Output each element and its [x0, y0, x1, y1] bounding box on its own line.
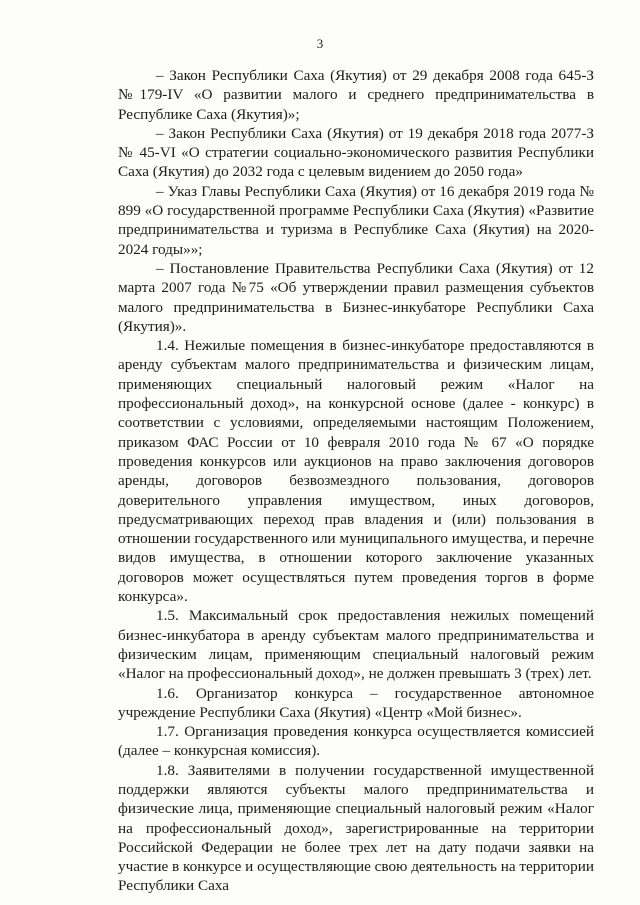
paragraph-resolution-2007: – Постановление Правительства Республики Саха (Якутия) от 12 марта 2007 года №75 «Об утверждении правил размещения субъектов малого предпринимательства в Бизнес-инкубаторе Республики Саха (Якутия)». — [118, 259, 594, 335]
paragraph-law-2018: – Закон Республики Саха (Якутия) от 19 декабря 2018 года 2077-З № 45-VI «О стратегии социально-экономического развития Республики Саха (Якутия) до 2032 года с целевым видением до 2050 года» — [118, 124, 594, 181]
paragraph-1-5: 1.5. Максимальный срок предоставления нежилых помещений бизнес-инкубатора в аренду субъектам малого предпринимательства и физическим лицам, применяющим специальный налоговый режим «Налог на профессиональный доход», не должен превышать 3 (трех) лет. — [118, 607, 594, 683]
paragraph-1-4: 1.4. Нежилые помещения в бизнес-инкубаторе предоставляются в аренду субъектам малого предпринимательства и физическим лицам, применяющих специальный налоговый режим «Налог на профессиональный доход», на конкурсной основе (далее - конкурс) в соответствии с условиями, определяемыми настоящим Положением, приказом ФАС России от 10 февраля 2010 года № 67 «О порядке проведения конкурсов или аукционов на право заключения договоров аренды, договоров безвозмездного пользования, договоров доверительного управления имуществом, иных договоров, предусматривающих переход прав владения и (или) пользования в отношении государственного или муниципального имущества, и перечне видов имущества, в отношении которого заключение указанных договоров может осуществляться путем проведения торгов в форме конкурса». — [118, 337, 594, 606]
paragraph-decree-2019: – Указ Главы Республики Саха (Якутия) от 16 декабря 2019 года № 899 «О государственной программе Республики Саха (Якутия) «Развитие предпринимательства и туризма в Республике Саха (Якутия) на 2020-2024 годы»»; — [118, 182, 594, 258]
page-number: 3 — [316, 36, 324, 51]
paragraph-1-8: 1.8. Заявителями в получении государственной имущественной поддержки являются субъекты малого предпринимательства и физические лица, применяющие специальный налоговый режим «Налог на профессиональный доход», зарегистрированные на территории Российской Федерации не более трех лет на дату подачи заявки на участие в конкурсе и осуществляющие свою деятельность на территории Республики Саха — [118, 761, 594, 895]
paragraph-law-2008: – Закон Республики Саха (Якутия) от 29 декабря 2008 года 645-З №179-IV «О развитии малого и среднего предпринимательства в Республике Саха (Якутия)»; — [118, 67, 594, 123]
paragraph-1-7: 1.7. Организация проведения конкурса осуществляется комиссией (далее – конкурсная комиссия). — [118, 723, 594, 760]
document-body — [118, 66, 594, 896]
paragraph-1-6: 1.6. Организатор конкурса – государственное автономное учреждение Республики Саха (Якутия) «Центр «Мой бизнес». — [118, 684, 594, 721]
